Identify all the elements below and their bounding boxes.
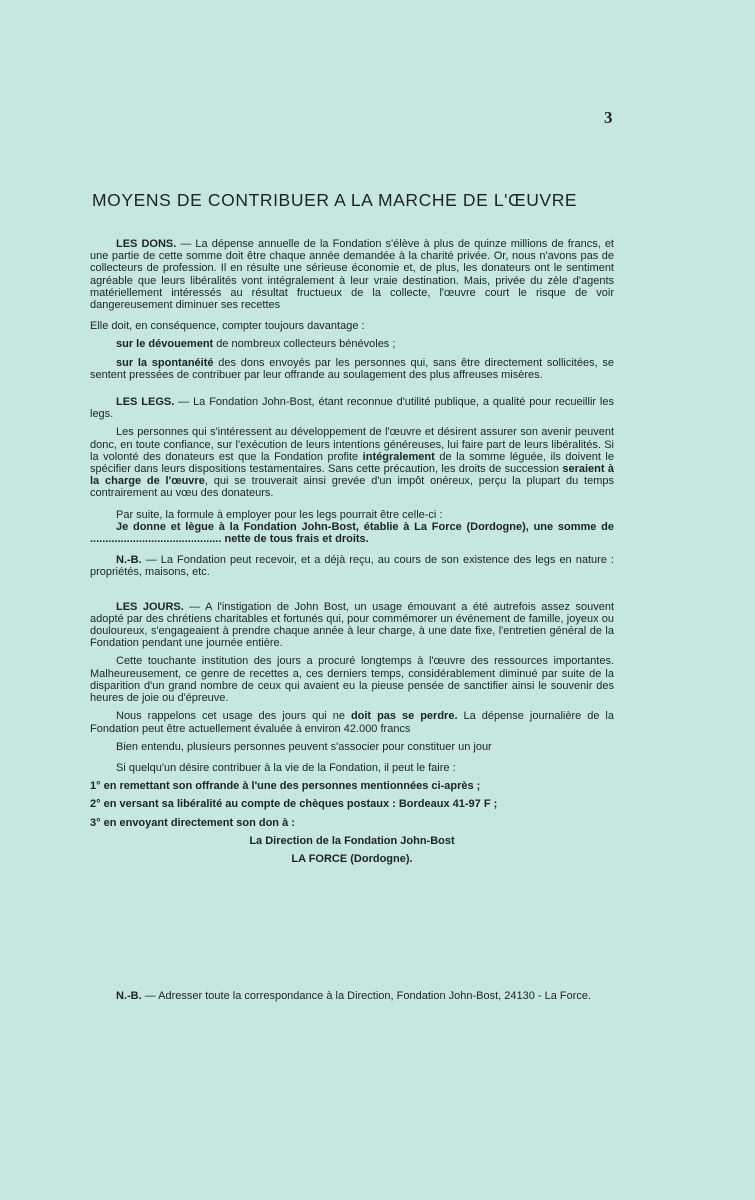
dons-spontaneite (90, 357, 614, 381)
legs-formule (90, 521, 614, 545)
item2-num: 2° (90, 798, 101, 811)
jours-paragraph (90, 601, 614, 650)
footer-heading: N.-B. (116, 990, 142, 1002)
dons-text: — La dépense annuelle de la Fondation s'élève à plus de quinze millions de francs, et une partie de cette somme doit être chaque année demandée à la charité privée. Or, nous n'avons pas de collecteurs de profession. Il en résulte une sérieuse économie et, de plus, les donateurs ont le sentiment agréable que leurs libéralités vont intégralement à leur vraie destination. Mais, privée du zèle d'agents matériellement intéressés au résultat fructueux de la collecte, l'œuvre court le risque de voir dangereusement diminuer ses recettes (90, 238, 614, 312)
contrib-item-3 (90, 817, 614, 829)
contrib-item-2 (90, 798, 614, 810)
page-title: MOYENS DE CONTRIBUER A LA MARCHE DE L'ŒUVRE (92, 190, 578, 210)
jours-rappel-b: La dépense journalière de la Fondation peut être actuellement évaluée à environ 42.000 francs (90, 710, 614, 735)
item2-bold: en versant (100, 798, 159, 811)
dons-consequence: Elle doit, en conséquence, compter toujours davantage : (90, 320, 365, 333)
legs-heading: LES LEGS. (116, 396, 175, 409)
legs-text: — La Fondation John-Bost, étant reconnue d'utilité publique, a qualité pour recueillir les legs. (90, 396, 614, 421)
item1-num: 1° (90, 780, 101, 793)
page-number: 3 (604, 108, 613, 127)
address-direction: La Direction de la Fondation John-Bost (249, 834, 455, 847)
dons-devouement (90, 338, 614, 350)
document-body (90, 238, 614, 865)
address-line-1 (90, 835, 614, 847)
legs-nb (90, 554, 614, 578)
legs-charge-oeuvre: seraient à la charge de l'œuvre (90, 463, 614, 488)
jours-associer: Bien entendu, plusieurs personnes peuvent s'associer pour constituer un jour (116, 740, 492, 753)
item1-bold: en remettant (100, 780, 170, 793)
legs-p2-c: , qui se trouverait ainsi grevée d'un impôt onéreux, perçu la plupart du temps contrairement au vœu des donateurs. (90, 475, 614, 500)
jours-heading: LES JOURS. (116, 600, 184, 613)
legs-personnes (90, 426, 614, 499)
dons-paragraph (90, 238, 614, 311)
legs-formule-intro: Par suite, la formule à employer pour les legs pourrait être celle-ci : (116, 508, 443, 521)
footer-text: — Adresser toute la correspondance à la Direction, Fondation John-Bost, 24130 - La Force. (141, 990, 592, 1002)
footer-note (90, 990, 614, 1002)
contrib-item-1 (90, 780, 614, 792)
item2-text: sa libéralité au compte de chèques postaux : Bordeaux 41-97 F ; (158, 798, 498, 811)
item3-bold: en envoyant directement son don à : (100, 816, 295, 829)
legs-p2-a: Les personnes qui s'intéressent au développement de l'œuvre et désirent assurer son avenir peuvent donc, en toute confiance, sur l'exécution de leurs intentions généreuses, lui faire part de leurs libéralités. Si la volonté des donateurs est que la Fondation profite (90, 426, 614, 463)
jours-text: — A l'instigation de John Bost, un usage émouvant a été autrefois assez souvent adopté par des chrétiens charitables et fortunés qui, pour commémorer un événement de famille, joyeux ou douloureux, s'engageaient à prendre chaque année à leur charge, à une date fixe, l'entretien général de la Fondation pendant une journée entière. (90, 600, 615, 650)
spontaneite-text: des dons envoyés par les personnes qui, sans être directement sollicitées, se sentent pressées de contribuer par leur offrande au soulagement des plus affreuses misères. (90, 356, 614, 381)
devouement-bold: sur le dévouement (116, 338, 214, 351)
dons-heading: LES DONS. (116, 238, 177, 250)
item3-num: 3° (90, 816, 101, 829)
legs-nb-text: — La Fondation peut recevoir, et a déjà reçu, au cours de son existence des legs en nature : propriétés, maisons, etc. (90, 554, 614, 579)
devouement-text: de nombreux collecteurs bénévoles ; (213, 338, 396, 351)
contrib-intro: Si quelqu'un désire contribuer à la vie de la Fondation, il peut le faire : (116, 761, 456, 774)
jours-institution: Cette touchante institution des jours a procuré longtemps à l'œuvre des ressources importantes. Malheureusement, ce genre de recettes a, ces derniers temps, considérablement diminué par suite de la disparition d'un grand nombre de ceux qui avaient eu la pieuse pensée de sanctifier ainsi le souvenir des heures de joie ou d'épreuve. (90, 655, 614, 705)
legs-p2-b: de la somme léguée, ils doivent le spécifier dans leurs dispositions testamentaires. Sans cette précaution, les droits de succession (90, 450, 614, 476)
legs-nb-heading: N.-B. (116, 554, 142, 567)
address-line-2 (90, 853, 614, 865)
legs-paragraph (90, 396, 614, 420)
jours-rappel-a: Nous rappelons cet usage des jours qui ne (116, 710, 351, 723)
address-city: LA FORCE (Dordogne). (291, 852, 413, 865)
legs-formule-text: Je donne et lègue à la Fondation John-Bost, établie à La Force (Dordogne), une somme de ........................................... nette de tous frais et droits. (90, 520, 614, 546)
legs-integralement: intégralement (362, 450, 435, 463)
jours-rappel-bold: doit pas se perdre. (350, 710, 458, 723)
jours-rappel (90, 710, 614, 734)
spontaneite-bold: sur la spontanéité (116, 356, 214, 369)
item1-text: son offrande à l'une des personnes mentionnées ci-après ; (169, 780, 481, 793)
